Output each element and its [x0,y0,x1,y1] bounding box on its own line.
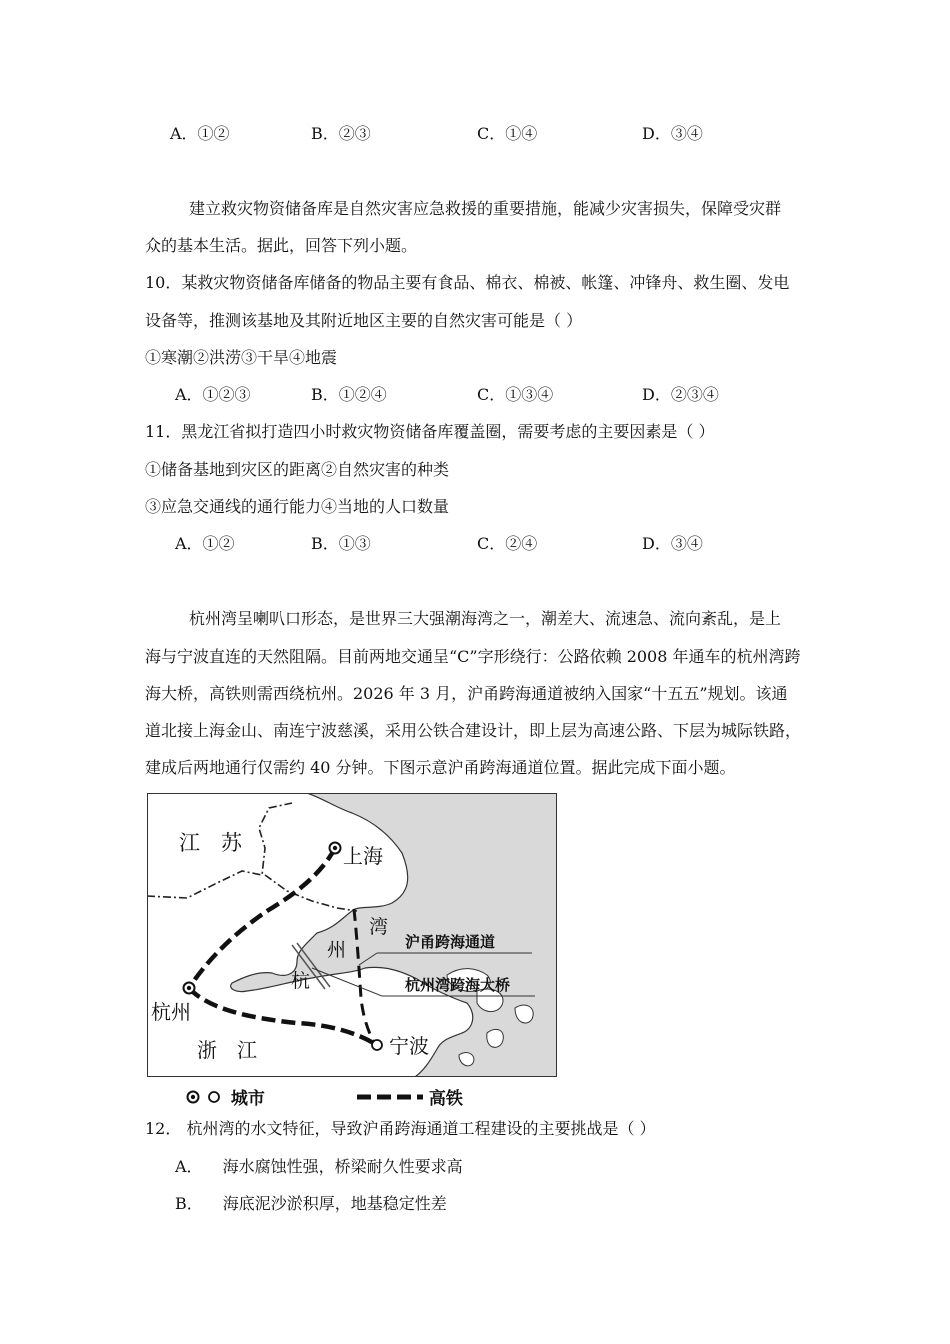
q11-option-b: B．①③ [311,534,371,553]
q10-stem-line2: 设备等，推测该基地及其附近地区主要的自然灾害可能是（ ） [145,311,583,330]
label-jiangsu: 江 苏 [179,831,242,855]
hangzhou-bay-map [147,793,557,1077]
q11-option-d: D．③④ [642,534,703,553]
q12-stem: 12． 杭州湾的水文特征，导致沪甬跨海通道工程建设的主要挑战是（ ） [145,1119,656,1138]
passage2-line4: 道北接上海金山、南连宁波慈溪，采用公铁合建设计，即上层为高速公路、下层为城际铁路， [145,721,802,740]
q9-option-a: A．①② [170,124,230,143]
passage2-line1: 杭州湾呈喇叭口形态，是世界三大强潮海湾之一，潮差大、流速急、流向紊乱，是上 [189,609,782,628]
legend-city [185,1084,265,1109]
passage2-line2: 海与宁波直连的天然阻隔。目前两地交通呈“C”字形绕行：公路依赖 2008 年通车的杭州湾跨 [145,647,801,666]
q12-option-a-text: 海水腐蚀性强，桥梁耐久性要求高 [222,1157,463,1176]
legend-rail-label: 高铁 [428,1089,463,1109]
label-hangzhou: 杭州 [151,1000,191,1024]
island [487,1029,504,1047]
q12-option-b-key: B． [175,1194,203,1213]
label-bay-wan: 湾 [369,916,389,938]
q10-option-b: B．①②④ [311,385,387,404]
q10-option-c: C．①③④ [477,385,554,404]
legend-rail [357,1084,463,1109]
q12-option-b-text: 海底泥沙淤积厚，地基稳定性差 [222,1194,447,1213]
passage2-line3: 海大桥，高铁则需西绕杭州。2026 年 3 月，沪甬跨海通道被纳入国家“十五五”规划。该通 [145,684,788,703]
q11-option-c: C．②④ [477,534,538,553]
label-ningbo: 宁波 [389,1034,429,1058]
passage1-line2: 众的基本生活。据此，回答下列小题。 [145,236,418,255]
passage1-line1: 建立救灾物资储备库是自然灾害应急救援的重要措施，能减少灾害损失，保障受灾群 [189,199,782,218]
q12-option-a [175,1156,463,1178]
q10-stem-line1: 10．某救灾物资储备库储备的物品主要有食品、棉衣、棉被、帐篷、冲锋舟、救生圈、发电 [145,273,790,292]
q9-option-c: C．①④ [477,124,538,143]
label-tunnel: 沪甬跨海通道 [405,933,496,951]
q10-option-a: A．①②③ [175,385,251,404]
city-symbol-icon [185,1087,225,1107]
q11-items2: ③应急交通线的通行能力④当地的人口数量 [145,497,450,516]
q10-option-d: D．②③④ [642,385,719,404]
legend-city-label: 城市 [230,1089,265,1109]
q12-option-a-key: A． [175,1157,203,1176]
rail-symbol-icon [357,1087,423,1107]
q11-items1: ①储备基地到灾区的距离②自然灾害的种类 [145,460,450,479]
label-zhejiang: 浙 江 [197,1038,257,1062]
label-bay-zhou: 州 [327,939,347,961]
q9-option-d: D．③④ [642,124,703,143]
q9-option-b: B．②③ [311,124,371,143]
q12-option-b [175,1193,447,1215]
q11-option-a: A．①② [175,534,235,553]
q11-stem: 11．黑龙江省拟打造四小时救灾物资储备库覆盖圈，需要考虑的主要因素是（ ） [145,422,715,441]
label-bridge: 杭州湾跨海大桥 [405,976,511,994]
label-shanghai: 上海 [343,844,383,868]
label-bay-hang: 杭 [291,970,311,992]
passage2-line5: 建成后两地通行仅需约 40 分钟。下图示意沪甬跨海通道位置。据此完成下面小题。 [145,758,736,777]
city-marker-ningbo [372,1040,382,1050]
q10-items: ①寒潮②洪涝③干旱④地震 [145,348,338,367]
